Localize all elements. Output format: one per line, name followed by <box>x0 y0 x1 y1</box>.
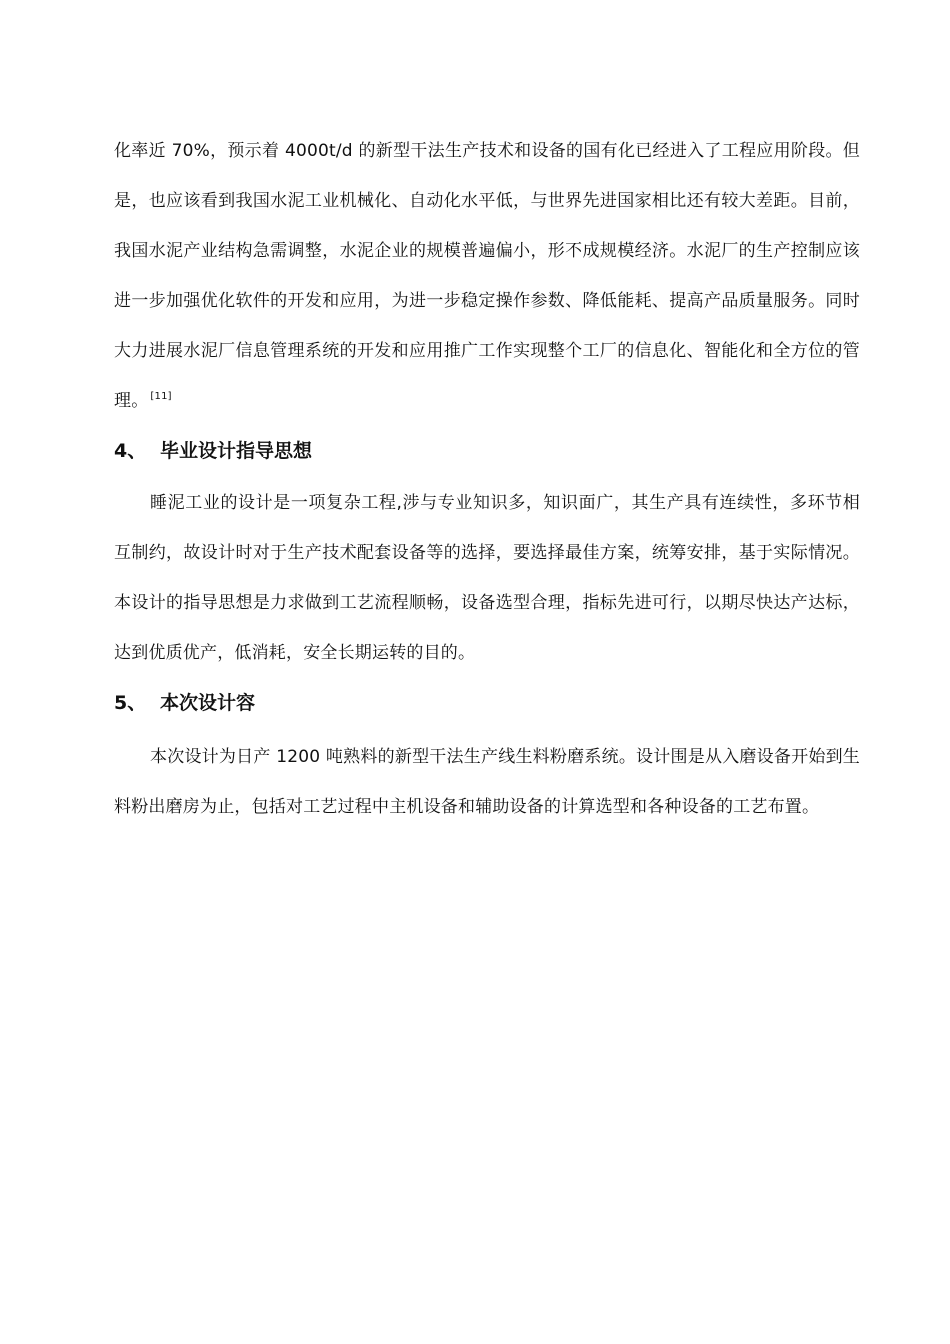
paragraph-text: 本次设计为日产 1200 吨熟料的新型干法生产线生料粉磨系统。设计围是从入磨设备开始到生料粉出磨房为止，包括对工艺过程中主机设备和辅助设备的计算选型和各种设备的工艺布置。 <box>114 747 860 817</box>
paragraph-guiding-ideas <box>114 478 860 678</box>
paragraph-text: 睡泥工业的设计是一项复杂工程,涉与专业知识多，知识面广，其生产具有连续性，多环节相互制约，故设计时对于生产技术配套设备等的选择，要选择最佳方案，统筹安排，基于实际情况。本设计的指导思想是力求做到工艺流程顺畅，设备选型合理，指标先进可行，以期尽快达产达标，达到优质优产，低消耗，安全长期运转的目的。 <box>114 493 860 663</box>
section-heading-5 <box>114 678 860 728</box>
citation-marker: [11] <box>150 391 172 402</box>
paragraph-design-content <box>114 732 860 832</box>
section-title: 本次设计容 <box>160 692 256 714</box>
page-content <box>114 126 860 832</box>
section-number: 4、 <box>114 440 147 462</box>
section-number: 5、 <box>114 692 147 714</box>
paragraph-text: 化率近 70%，预示着 4000t/d 的新型干法生产技术和设备的国有化已经进入了工程应用阶段。但是，也应该看到我国水泥工业机械化、自动化水平低，与世界先进国家相比还有较大差距。目前，我国水泥产业结构急需调整，水泥企业的规模普遍偏小，形不成规模经济。水泥厂的生产控制应该进一步加强优化软件的开发和应用，为进一步稳定操作参数、降低能耗、提高产品质量服务。同时大力进展水泥厂信息管理系统的开发和应用推广工作实现整个工厂的信息化、智能化和全方位的管理。 <box>114 141 860 411</box>
section-title: 毕业设计指导思想 <box>160 440 313 462</box>
paragraph-section3-continuation <box>114 126 860 426</box>
section-heading-4 <box>114 426 860 476</box>
